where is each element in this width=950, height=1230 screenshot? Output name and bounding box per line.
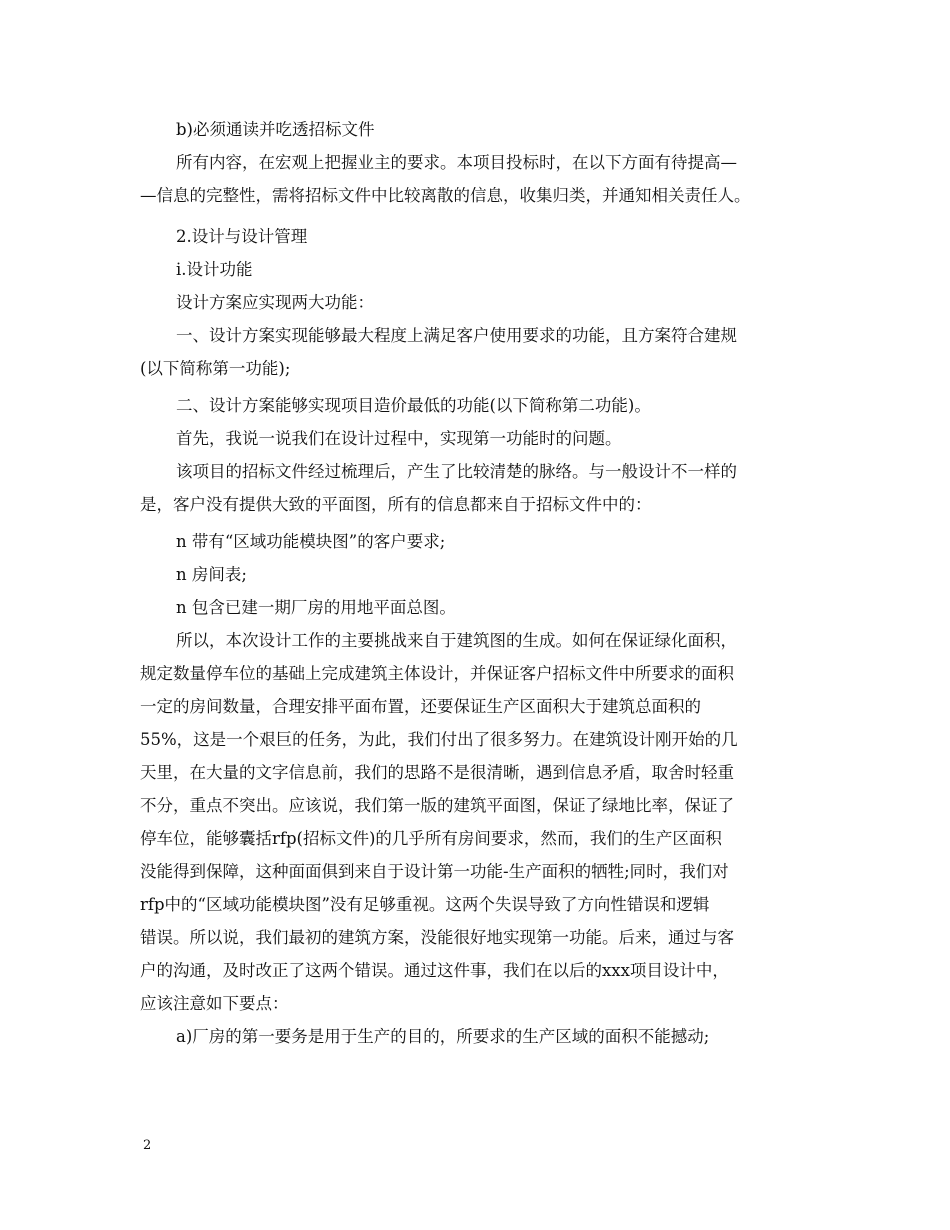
text-line: 二、设计方案能够实现项目造价最低的功能(以下简称第二功能)。 <box>176 396 651 415</box>
text-line: 设计方案应实现两大功能： <box>176 293 374 312</box>
text-line: 所以，本次设计工作的主要挑战来自于建筑图的生成。如何在保证绿化面积， <box>176 631 737 650</box>
text-line: 该项目的招标文件经过梳理后，产生了比较清楚的脉络。与一般设计不一样的 <box>176 462 737 481</box>
section-heading: 2.设计与设计管理 <box>176 227 308 246</box>
text-line: 一定的房间数量，合理安排平面布置，还要保证生产区面积大于建筑总面积的 <box>140 697 701 716</box>
text-line: 首先，我说一说我们在设计过程中，实现第一功能时的问题。 <box>176 429 622 448</box>
text-line: a)厂房的第一要务是用于生产的目的，所要求的生产区域的面积不能撼动; <box>176 1027 710 1046</box>
subsection-heading: i.设计功能 <box>176 260 253 279</box>
text-line: 是，客户没有提供大致的平面图，所有的信息都来自于招标文件中的： <box>140 495 652 514</box>
list-item: n 带有“区域功能模块图”的客户要求; <box>176 532 446 551</box>
text-line: —信息的完整性，需将招标文件中比较离散的信息，收集归类，并通知相关责任人。 <box>140 186 751 205</box>
text-line: (以下简称第一功能); <box>140 359 291 378</box>
text-line: 天里，在大量的文字信息前，我们的思路不是很清晰，遇到信息矛盾，取舍时轻重 <box>140 763 734 782</box>
text-line: 55%，这是一个艰巨的任务，为此，我们付出了很多努力。在建筑设计刚开始的几 <box>140 730 738 749</box>
page-number: 2 <box>143 1138 152 1153</box>
text-line: b)必须通读并吃透招标文件 <box>176 120 375 139</box>
list-item: n 房间表; <box>176 565 247 584</box>
text-line: 不分，重点不突出。应该说，我们第一版的建筑平面图，保证了绿地比率，保证了 <box>140 796 734 815</box>
text-line: 没能得到保障，这种面面俱到来自于设计第一功能-生产面积的牺牲;同时，我们对 <box>140 862 729 881</box>
text-line: 所有内容，在宏观上把握业主的要求。本项目投标时，在以下方面有待提高— <box>176 153 737 172</box>
text-line: 错误。所以说，我们最初的建筑方案，没能很好地实现第一功能。后来，通过与客 <box>140 928 734 947</box>
text-line: 停车位，能够囊括rfp(招标文件)的几乎所有房间要求，然而，我们的生产区面积 <box>140 829 722 848</box>
text-line: 户的沟通，及时改正了这两个错误。通过这件事，我们在以后的xxx项目设计中， <box>140 961 729 980</box>
list-item: n 包含已建一期厂房的用地平面总图。 <box>176 598 456 617</box>
text-line: 规定数量停车位的基础上完成建筑主体设计，并保证客户招标文件中所要求的面积 <box>140 664 734 683</box>
text-line: 一、设计方案实现能够最大程度上满足客户使用要求的功能，且方案符合建规 <box>176 326 737 345</box>
text-line: rfp中的“区域功能模块图”没有足够重视。这两个失误导致了方向性错误和逻辑 <box>140 895 710 914</box>
text-line: 应该注意如下要点： <box>140 994 289 1013</box>
